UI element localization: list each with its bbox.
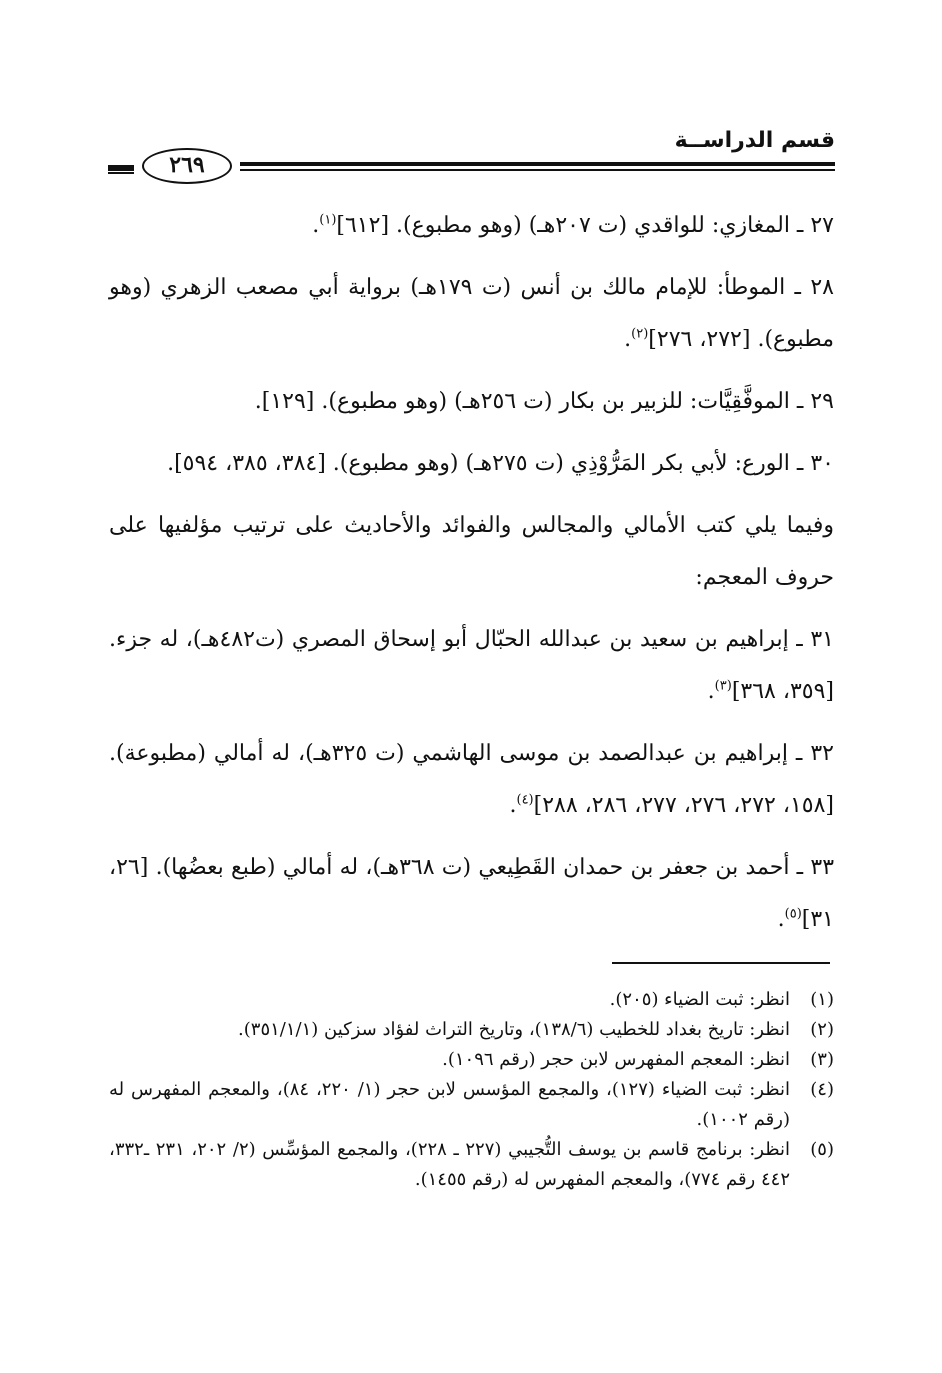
footnote-text: انظر: المعجم المفهرس لابن حجر (رقم ١٠٩٦). [442, 1049, 790, 1070]
page-header [100, 128, 835, 178]
entry-33: ٣٣ ـ أحمد بن جعفر بن حمدان القَطِيعي (ت ٣٦٨هـ)، له أمالي (طبع بعضُها). [٢٦، ٣١]$^{(٥)}$. [109, 855, 835, 932]
footnote-text: انظر: ثبت الضياء (٢٠٥). [609, 989, 790, 1010]
entry-30: ٣٠ ـ الورع: لأبي بكر المَرُّوْذِي (ت ٢٧٥هـ) (وهو مطبوع). [٣٨٤، ٣٨٥، ٥٩٤]. [167, 451, 834, 476]
footnote-text: انظر: ثبت الضياء (١٢٧)، والمجمع المؤسس لابن حجر (١/ ٢٢٠، ٨٤)، والمعجم المفهرس له (رقم ١٠٠٢). [109, 1079, 790, 1130]
footnote-number: (١) [810, 989, 834, 1010]
footnote-separator [612, 962, 830, 964]
entry-28: ٢٨ ـ الموطأ: للإمام مالك بن أنس (ت ١٧٩هـ) برواية أبي مصعب الزهري (وهو مطبوع). [٢٧٢، ٢٧٦]$^{(٢)}$. [109, 275, 834, 352]
header-rule-thin [240, 169, 835, 171]
entry-27: ٢٧ ـ المغازي: للواقدي (ت ٢٠٧هـ) (وهو مطبوع). [٦١٢]$^{(١)}$. [312, 212, 834, 238]
intro-paragraph: وفيما يلي كتب الأمالي والمجالس والفوائد والأحاديث على ترتيب مؤلفيها على حروف المعجم: [109, 513, 835, 590]
footnote-ref: (٥) [784, 906, 802, 922]
header-ornament-thin [108, 172, 134, 174]
footnote [109, 985, 834, 1015]
footnote [109, 1015, 834, 1045]
page-number: ٢٦٩ [142, 148, 232, 184]
footnote [109, 1135, 834, 1195]
footnote [109, 1045, 834, 1075]
footnote-number: (٢) [810, 1019, 834, 1040]
footnote [109, 1075, 834, 1135]
footnote-text: انظر: برنامج قاسم بن يوسف التُّجيبي (٢٢٧ ـ ٢٢٨)، والمجمع المؤسِّس (٢/ ٢٠٢، ٢٣١ ـ٣٣٢، ٤٤٢ رقم ٧٧٤)، والمعجم المفهرس له (رقم ١٤٥٥). [109, 1139, 791, 1190]
footnote-ref: (٢) [631, 326, 649, 342]
footnote-number: (٣) [810, 1049, 834, 1070]
footnote-ref: (١) [319, 212, 337, 228]
footnote-ref: (٣) [714, 678, 732, 694]
header-ornament [108, 165, 134, 171]
entry-29: ٢٩ ـ الموفَّقِيَّات: للزبير بن بكار (ت ٢٥٦هـ) (وهو مطبوع). [١٢٩]. [254, 389, 834, 414]
entry-31: ٣١ ـ إبراهيم بن سعيد بن عبدالله الحبّال أبو إسحاق المصري (ت٤٨٢هـ)، له جزء. [٣٥٩، ٣٦٨]$^{(٣)}$. [109, 627, 834, 704]
header-rule [240, 162, 835, 166]
footnotes [109, 985, 834, 1195]
footnote-number: (٥) [810, 1139, 834, 1160]
footnote-text: انظر: تاريخ بغداد للخطيب (١٣٨/٦)، وتاريخ التراث لفؤاد سزكين (٣٥١/١/١). [238, 1019, 790, 1040]
main-text [109, 200, 834, 956]
footnote-ref: (٤) [516, 792, 534, 808]
entry-32: ٣٢ ـ إبراهيم بن عبدالصمد بن موسى الهاشمي (ت ٣٢٥هـ)، له أمالي (مطبوعة). [١٥٨، ٢٧٢، ٢٧٦، ٢٧٧، ٢٨٦، ٢٨٨]$^{(٤)}$. [109, 741, 834, 818]
section-title: قسم الدراســة [674, 128, 835, 153]
footnote-number: (٤) [810, 1079, 834, 1100]
